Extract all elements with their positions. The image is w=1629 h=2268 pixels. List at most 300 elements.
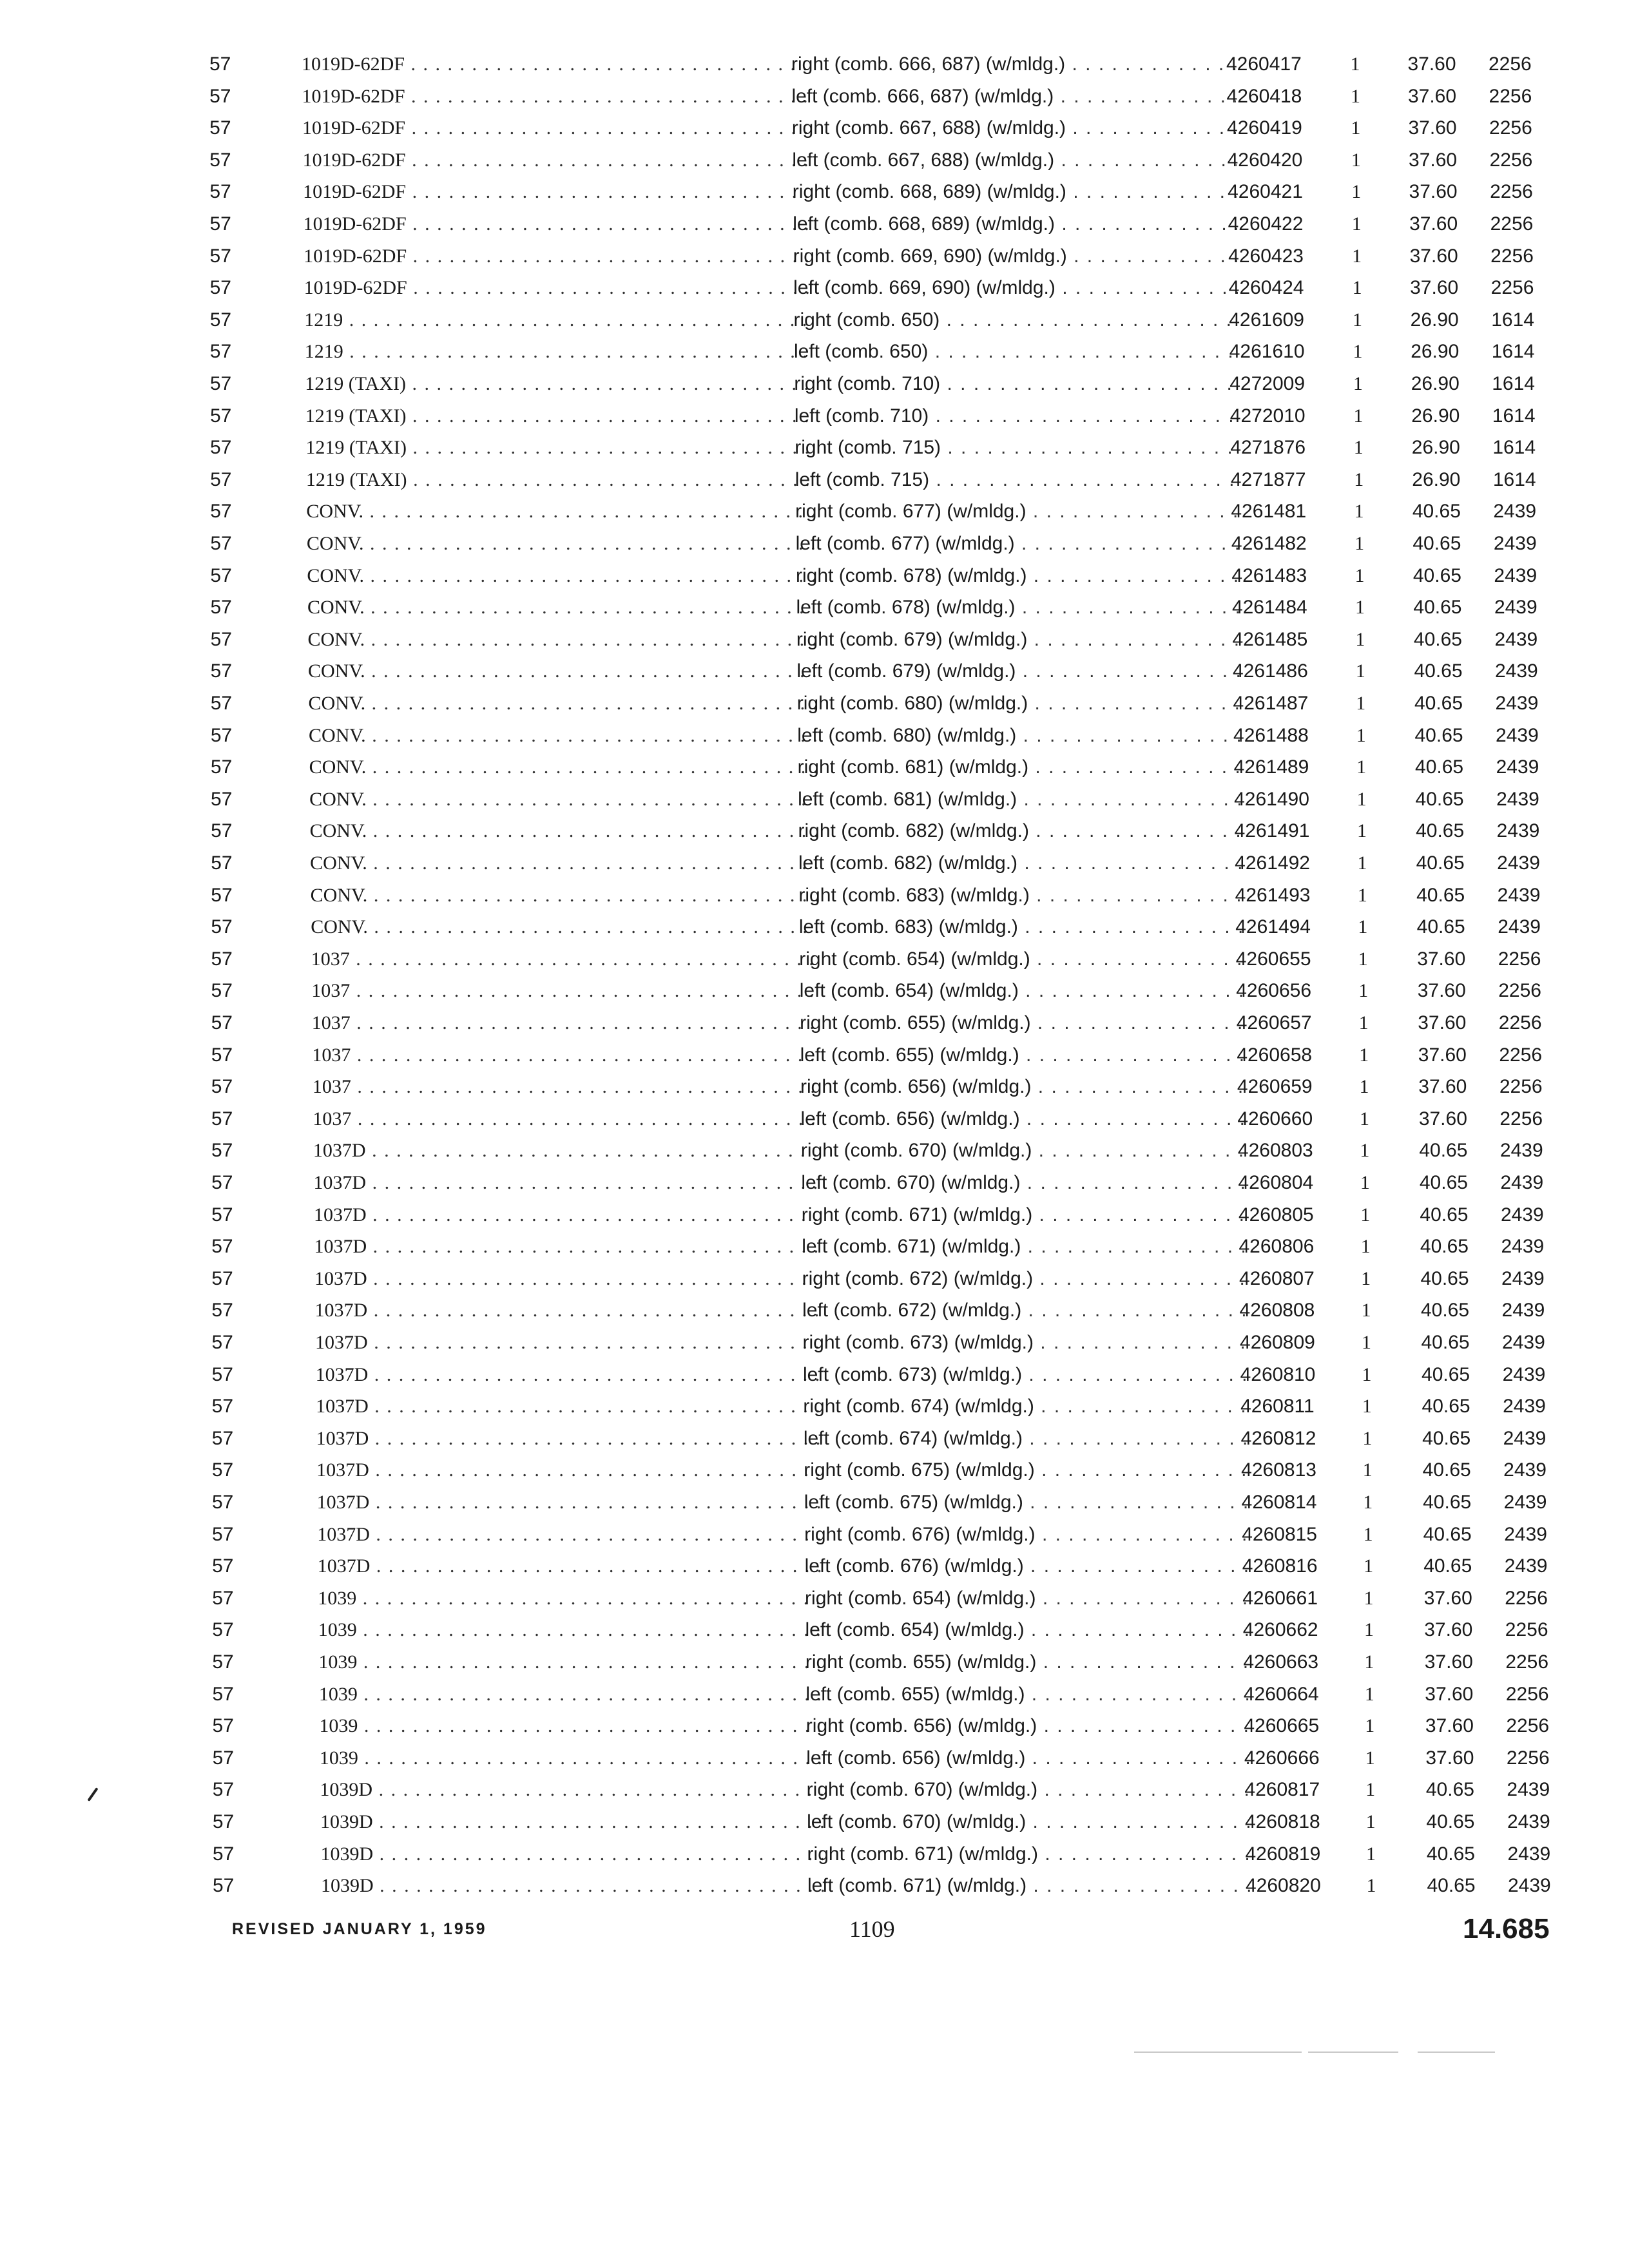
- price-cell: 40.65: [1412, 564, 1461, 586]
- price-cell: 40.65: [1422, 1459, 1471, 1481]
- part-number-cell: 4260817: [1244, 1779, 1320, 1801]
- price-cell: 37.60: [1425, 1747, 1474, 1769]
- table-row: [0, 1486, 1629, 1518]
- code-cell: 2439: [1497, 884, 1541, 906]
- model-cell: 1039 . . .: [318, 1646, 827, 1678]
- year-cell: 57: [211, 1267, 233, 1289]
- part-number-cell: 4260421: [1228, 181, 1303, 203]
- table-row: [0, 879, 1629, 911]
- quantity-cell: 1: [1360, 1236, 1371, 1258]
- year-cell: 57: [209, 405, 232, 427]
- description-cell: right (comb. 656) (w/mldg.) . . .: [800, 1071, 1245, 1102]
- table-row: [0, 751, 1629, 783]
- year-cell: 57: [210, 501, 232, 523]
- code-cell: 2256: [1506, 1715, 1550, 1737]
- code-cell: 1614: [1492, 437, 1536, 459]
- quantity-cell: 1: [1354, 533, 1365, 554]
- model-cell: CONV. . . .: [309, 687, 818, 719]
- code-cell: 2439: [1495, 693, 1539, 714]
- part-number-cell: 4261481: [1231, 501, 1307, 523]
- price-cell: 40.65: [1420, 1236, 1469, 1258]
- model-cell: 1037 . . .: [312, 1007, 821, 1039]
- model-cell: CONV. . . .: [310, 847, 819, 879]
- table-row: [0, 1231, 1629, 1262]
- part-number-cell: 4260659: [1237, 1076, 1313, 1098]
- quantity-cell: 1: [1366, 1843, 1376, 1865]
- part-number-cell: 4260818: [1244, 1811, 1320, 1832]
- code-cell: 2439: [1496, 788, 1539, 810]
- model-cell: 1037 . . .: [313, 1071, 822, 1102]
- model-cell: 1037D . . .: [313, 1135, 822, 1166]
- description-cell: left (comb. 677) (w/mldg.) . . .: [796, 528, 1240, 559]
- part-number-cell: 4261489: [1233, 756, 1309, 778]
- model-cell: 1037D . . .: [317, 1519, 826, 1550]
- year-cell: 57: [210, 628, 232, 650]
- part-number-cell: 4260662: [1242, 1619, 1318, 1641]
- table-row: [0, 1135, 1629, 1166]
- year-cell: 57: [210, 724, 233, 746]
- description-cell: right (comb. 679) (w/mldg.) . . .: [796, 624, 1241, 655]
- table-row: [0, 1742, 1629, 1774]
- year-cell: 57: [212, 1587, 234, 1609]
- table-row: [0, 1550, 1629, 1582]
- revision-date: REVISED JANUARY 1, 1959: [232, 1920, 487, 1938]
- model-cell: 1039 . . .: [318, 1614, 827, 1646]
- part-number-cell: 4261482: [1231, 533, 1307, 554]
- table-row: [0, 1519, 1629, 1550]
- year-cell: 57: [210, 533, 232, 554]
- table-row: [0, 81, 1629, 112]
- table-row: [0, 943, 1629, 975]
- model-cell: 1037 . . .: [311, 975, 820, 1006]
- description-cell: right (comb. 676) (w/mldg.) . . .: [804, 1519, 1249, 1550]
- code-cell: 2256: [1505, 1587, 1548, 1609]
- table-row: [0, 1774, 1629, 1805]
- description-cell: left (comb. 680) (w/mldg.) . . .: [797, 720, 1242, 751]
- model-cell: 1019D-62DF . . .: [304, 240, 813, 272]
- model-cell: 1219 (TAXI) . . .: [305, 368, 814, 399]
- part-number-cell: 4260819: [1245, 1843, 1321, 1865]
- table-row: [0, 336, 1629, 367]
- table-row: [0, 1359, 1629, 1390]
- description-cell: left (comb. 668, 689) (w/mldg.) . . .: [793, 208, 1237, 240]
- table-row: [0, 1582, 1629, 1614]
- table-row: [0, 400, 1629, 432]
- part-number-cell: 4260418: [1226, 85, 1302, 107]
- scan-artifact: [1308, 2052, 1398, 2053]
- year-cell: 57: [210, 597, 232, 619]
- code-cell: 2439: [1496, 820, 1540, 842]
- table-row: [0, 304, 1629, 336]
- code-cell: 2439: [1504, 1523, 1547, 1545]
- code-cell: 2256: [1489, 85, 1532, 107]
- description-cell: right (comb. 670) (w/mldg.) . . .: [807, 1774, 1251, 1805]
- quantity-cell: 1: [1353, 405, 1364, 427]
- code-cell: 2439: [1501, 1267, 1545, 1289]
- description-cell: right (comb. 672) (w/mldg.) . . .: [802, 1263, 1247, 1294]
- quantity-cell: 1: [1360, 1204, 1371, 1225]
- quantity-cell: 1: [1362, 1427, 1373, 1449]
- price-cell: 40.65: [1414, 693, 1463, 714]
- table-row: [0, 368, 1629, 399]
- year-cell: 57: [209, 373, 232, 394]
- year-cell: 57: [211, 788, 233, 810]
- price-cell: 40.65: [1413, 628, 1462, 650]
- year-cell: 57: [212, 1715, 234, 1737]
- quantity-cell: 1: [1364, 1683, 1374, 1705]
- model-cell: 1019D-62DF . . .: [304, 208, 813, 240]
- code-cell: 2439: [1504, 1555, 1548, 1577]
- description-cell: right (comb. 667, 688) (w/mldg.) . . .: [792, 112, 1237, 144]
- model-cell: CONV. . . .: [308, 655, 817, 687]
- year-cell: 57: [211, 1427, 234, 1449]
- year-cell: 57: [209, 245, 231, 267]
- price-cell: 40.65: [1419, 1140, 1468, 1162]
- part-number-cell: 4260423: [1228, 245, 1304, 267]
- model-cell: 1037D . . .: [316, 1390, 825, 1422]
- part-number-cell: 4260805: [1238, 1204, 1314, 1225]
- model-cell: 1037D . . .: [313, 1167, 822, 1198]
- part-number-cell: 4260815: [1242, 1523, 1317, 1545]
- year-cell: 57: [209, 181, 231, 203]
- part-number-cell: 4261494: [1235, 916, 1311, 938]
- year-cell: 57: [210, 660, 233, 682]
- model-cell: 1039D . . .: [320, 1838, 829, 1870]
- price-cell: 37.60: [1417, 948, 1466, 970]
- year-cell: 57: [210, 468, 232, 490]
- model-cell: 1039 . . .: [320, 1742, 829, 1774]
- quantity-cell: 1: [1363, 1492, 1373, 1513]
- price-cell: 40.65: [1412, 501, 1461, 523]
- code-cell: 2439: [1500, 1172, 1544, 1193]
- year-cell: 57: [211, 1332, 233, 1353]
- part-number-cell: 4260814: [1241, 1492, 1317, 1513]
- table-row: [0, 1294, 1629, 1326]
- year-cell: 57: [211, 1236, 233, 1258]
- code-cell: 2439: [1497, 852, 1540, 874]
- year-cell: 57: [211, 948, 233, 970]
- part-number-cell: 4260813: [1241, 1459, 1316, 1481]
- table-row: [0, 1167, 1629, 1198]
- price-cell: 40.65: [1413, 597, 1462, 619]
- quantity-cell: 1: [1363, 1523, 1373, 1545]
- quantity-cell: 1: [1365, 1811, 1376, 1832]
- model-cell: 1037 . . .: [311, 943, 820, 975]
- year-cell: 57: [212, 1619, 234, 1641]
- quantity-cell: 1: [1364, 1651, 1374, 1673]
- quantity-cell: 1: [1362, 1363, 1372, 1385]
- quantity-cell: 1: [1351, 213, 1362, 235]
- quantity-cell: 1: [1361, 1267, 1371, 1289]
- model-cell: 1219 . . .: [304, 304, 813, 336]
- part-number-cell: 4272010: [1229, 405, 1306, 427]
- description-cell: left (comb. 678) (w/mldg.) . . .: [796, 591, 1240, 623]
- description-cell: left (comb. 654) (w/mldg.) . . .: [800, 975, 1244, 1006]
- quantity-cell: 1: [1366, 1875, 1376, 1897]
- model-cell: 1039 . . .: [319, 1710, 828, 1742]
- code-cell: 2439: [1495, 660, 1538, 682]
- model-cell: 1219 (TAXI) . . .: [305, 432, 815, 463]
- table-row: [0, 1646, 1629, 1678]
- price-cell: 40.65: [1412, 533, 1461, 554]
- year-cell: 57: [210, 564, 232, 586]
- part-number-cell: 4261486: [1233, 660, 1308, 682]
- price-cell: 40.65: [1414, 724, 1463, 746]
- price-cell: 40.65: [1425, 1779, 1474, 1801]
- year-cell: 57: [210, 437, 232, 459]
- table-row: [0, 1423, 1629, 1454]
- price-cell: 26.90: [1411, 437, 1460, 459]
- year-cell: 57: [211, 884, 233, 906]
- description-cell: right (comb. 655) (w/mldg.) . . .: [805, 1646, 1250, 1678]
- part-number-cell: 4261490: [1234, 788, 1309, 810]
- price-cell: 40.65: [1427, 1875, 1476, 1897]
- year-cell: 57: [210, 693, 233, 714]
- year-cell: 57: [212, 1843, 235, 1865]
- part-number-cell: 4261609: [1229, 309, 1304, 331]
- part-number-cell: 4261493: [1235, 884, 1311, 906]
- model-cell: 1039 . . .: [318, 1582, 827, 1614]
- description-cell: left (comb. 675) (w/mldg.) . . .: [804, 1486, 1249, 1518]
- table-row: [0, 591, 1629, 623]
- description-cell: right (comb. 683) (w/mldg.) . . .: [798, 879, 1243, 911]
- price-cell: 40.65: [1420, 1204, 1469, 1225]
- model-cell: CONV. . . .: [309, 720, 818, 751]
- code-cell: 2439: [1496, 724, 1539, 746]
- table-row: [0, 1454, 1629, 1486]
- description-cell: left (comb. 667, 688) (w/mldg.) . . .: [792, 144, 1237, 176]
- part-number-cell: 4260658: [1237, 1044, 1313, 1066]
- quantity-cell: 1: [1353, 341, 1363, 363]
- table-row: [0, 1710, 1629, 1742]
- price-cell: 40.65: [1420, 1267, 1469, 1289]
- year-cell: 57: [211, 1300, 233, 1321]
- price-cell: 40.65: [1423, 1555, 1472, 1577]
- model-cell: 1019D-62DF . . .: [303, 176, 812, 207]
- description-cell: right (comb. 674) (w/mldg.) . . .: [803, 1390, 1248, 1422]
- year-cell: 57: [211, 1108, 233, 1129]
- price-cell: 37.60: [1418, 1044, 1467, 1066]
- part-number-cell: 4260661: [1242, 1587, 1318, 1609]
- price-cell: 40.65: [1415, 756, 1464, 778]
- price-cell: 26.90: [1411, 373, 1460, 394]
- year-cell: 57: [211, 1396, 234, 1418]
- table-row: [0, 176, 1629, 207]
- description-cell: left (comb. 676) (w/mldg.) . . .: [805, 1550, 1249, 1582]
- scan-artifact: [1134, 2052, 1302, 2053]
- year-cell: 57: [212, 1683, 234, 1705]
- year-cell: 57: [211, 820, 233, 842]
- quantity-cell: 1: [1350, 85, 1360, 107]
- quantity-cell: 1: [1364, 1619, 1374, 1641]
- part-number-cell: 4260655: [1235, 948, 1311, 970]
- year-cell: 57: [211, 1492, 234, 1513]
- quantity-cell: 1: [1356, 724, 1366, 746]
- description-cell: left (comb. 670) (w/mldg.) . . .: [801, 1167, 1246, 1198]
- quantity-cell: 1: [1352, 277, 1362, 299]
- quantity-cell: 1: [1353, 373, 1363, 394]
- table-row: [0, 560, 1629, 591]
- model-cell: 1219 (TAXI) . . .: [306, 464, 815, 495]
- model-cell: 1019D-62DF . . .: [304, 272, 813, 303]
- code-cell: 2256: [1498, 980, 1541, 1002]
- price-cell: 40.65: [1420, 1300, 1470, 1321]
- description-cell: left (comb. 672) (w/mldg.) . . .: [802, 1294, 1247, 1326]
- price-cell: 40.65: [1426, 1811, 1475, 1832]
- model-cell: CONV. . . .: [311, 911, 820, 943]
- table-row: [0, 847, 1629, 879]
- table-row: [0, 112, 1629, 144]
- quantity-cell: 1: [1356, 693, 1366, 714]
- code-cell: 1614: [1492, 468, 1536, 490]
- page-number: 1109: [849, 1916, 895, 1942]
- quantity-cell: 1: [1362, 1459, 1373, 1481]
- code-cell: 1614: [1491, 341, 1535, 363]
- code-cell: 1614: [1492, 405, 1536, 427]
- model-cell: 1219 (TAXI) . . .: [305, 400, 815, 432]
- year-cell: 57: [209, 117, 231, 139]
- part-number-cell: 4260657: [1236, 1012, 1312, 1033]
- model-cell: CONV. . . .: [309, 783, 818, 815]
- table-row: [0, 1071, 1629, 1102]
- year-cell: 57: [211, 916, 233, 938]
- code-cell: 2439: [1501, 1300, 1545, 1321]
- model-cell: 1037D . . .: [314, 1263, 824, 1294]
- description-cell: right (comb. 654) (w/mldg.) . . .: [805, 1582, 1249, 1614]
- quantity-cell: 1: [1354, 564, 1365, 586]
- table-row: [0, 1039, 1629, 1071]
- year-cell: 57: [211, 1204, 233, 1225]
- quantity-cell: 1: [1362, 1332, 1372, 1353]
- code-cell: 2256: [1498, 1012, 1542, 1033]
- description-cell: right (comb. 668, 689) (w/mldg.) . . .: [793, 176, 1237, 207]
- code-cell: 2439: [1503, 1459, 1547, 1481]
- part-number-cell: 4260424: [1228, 277, 1304, 299]
- model-cell: 1039D . . .: [320, 1806, 829, 1838]
- code-cell: 2439: [1498, 916, 1541, 938]
- code-cell: 2439: [1496, 756, 1539, 778]
- part-number-cell: 4260422: [1228, 213, 1304, 235]
- code-cell: 1614: [1492, 373, 1535, 394]
- description-cell: left (comb. 669, 690) (w/mldg.) . . .: [793, 272, 1238, 303]
- price-cell: 37.60: [1417, 980, 1466, 1002]
- part-number-cell: 4260804: [1238, 1172, 1314, 1193]
- price-cell: 40.65: [1414, 660, 1463, 682]
- quantity-cell: 1: [1365, 1715, 1375, 1737]
- description-cell: right (comb. 669, 690) (w/mldg.) . . .: [793, 240, 1238, 272]
- code-cell: 2439: [1494, 628, 1538, 650]
- table-row: [0, 48, 1629, 80]
- table-row: [0, 655, 1629, 687]
- description-cell: left (comb. 670) (w/mldg.) . . .: [807, 1806, 1251, 1838]
- year-cell: 57: [212, 1523, 234, 1545]
- quantity-cell: 1: [1358, 1012, 1369, 1033]
- description-cell: left (comb. 656) (w/mldg.) . . .: [806, 1742, 1251, 1774]
- description-cell: right (comb. 650) . . .: [794, 304, 1239, 336]
- price-cell: 26.90: [1412, 468, 1461, 490]
- code-cell: 2439: [1502, 1332, 1545, 1353]
- model-cell: CONV. . . .: [309, 751, 818, 783]
- model-cell: CONV. . . .: [310, 815, 819, 847]
- description-cell: right (comb. 656) (w/mldg.) . . .: [806, 1710, 1251, 1742]
- price-cell: 40.65: [1422, 1363, 1470, 1385]
- code-cell: 2256: [1490, 213, 1534, 235]
- price-cell: 37.60: [1424, 1651, 1473, 1673]
- table-row: [0, 911, 1629, 943]
- quantity-cell: 1: [1353, 437, 1364, 459]
- price-cell: 40.65: [1422, 1396, 1470, 1418]
- year-cell: 57: [209, 53, 231, 75]
- quantity-cell: 1: [1362, 1396, 1372, 1418]
- description-cell: right (comb. 654) (w/mldg.) . . .: [799, 943, 1244, 975]
- part-number-cell: 4260420: [1227, 149, 1303, 171]
- code-cell: 2256: [1498, 948, 1541, 970]
- price-cell: 26.90: [1410, 309, 1459, 331]
- model-cell: CONV. . . .: [307, 528, 816, 559]
- code-cell: 2439: [1503, 1427, 1547, 1449]
- table-row: [0, 1327, 1629, 1358]
- description-cell: left (comb. 655) (w/mldg.) . . .: [805, 1678, 1250, 1710]
- code-cell: 2256: [1490, 277, 1534, 299]
- code-cell: 2256: [1489, 53, 1532, 75]
- price-cell: 37.60: [1425, 1683, 1474, 1705]
- quantity-cell: 1: [1364, 1587, 1374, 1609]
- code-cell: 2439: [1500, 1204, 1544, 1225]
- description-cell: right (comb. 682) (w/mldg.) . . .: [798, 815, 1243, 847]
- code-cell: 2256: [1505, 1651, 1549, 1673]
- table-row: [0, 687, 1629, 719]
- description-cell: right (comb. 673) (w/mldg.) . . .: [803, 1327, 1248, 1358]
- part-number-cell: 4260664: [1243, 1683, 1319, 1705]
- table-row: [0, 144, 1629, 176]
- description-cell: right (comb. 666, 687) (w/mldg.) . . .: [791, 48, 1236, 80]
- code-cell: 2256: [1490, 245, 1534, 267]
- table-row: [0, 272, 1629, 303]
- part-number-cell: 4260809: [1240, 1332, 1315, 1353]
- part-number-cell: 4260806: [1239, 1236, 1315, 1258]
- description-cell: right (comb. 710) . . .: [794, 368, 1239, 399]
- part-number-cell: 4272009: [1229, 373, 1306, 394]
- table-row: [0, 1678, 1629, 1710]
- model-cell: 1037D . . .: [314, 1231, 823, 1262]
- description-cell: left (comb. 656) (w/mldg.) . . .: [800, 1103, 1245, 1135]
- price-cell: 37.60: [1407, 85, 1457, 107]
- part-number-cell: 4261610: [1229, 341, 1305, 363]
- part-number-cell: 4261484: [1231, 597, 1307, 619]
- code-cell: 2439: [1494, 597, 1537, 619]
- part-number-cell: 4271877: [1230, 468, 1306, 490]
- model-cell: CONV. . . .: [307, 624, 816, 655]
- quantity-cell: 1: [1353, 309, 1362, 331]
- price-cell: 40.65: [1416, 852, 1465, 874]
- table-row: [0, 1614, 1629, 1646]
- price-cell: 37.60: [1409, 149, 1458, 171]
- part-number-cell: 4261483: [1231, 564, 1307, 586]
- code-cell: 2439: [1494, 564, 1537, 586]
- quantity-cell: 1: [1358, 948, 1368, 970]
- code-cell: 2439: [1493, 533, 1537, 554]
- year-cell: 57: [211, 1076, 233, 1098]
- year-cell: 57: [213, 1875, 235, 1897]
- quantity-cell: 1: [1365, 1747, 1375, 1769]
- price-cell: 37.60: [1418, 1108, 1467, 1129]
- quantity-cell: 1: [1357, 852, 1367, 874]
- table-row: [0, 240, 1629, 272]
- description-cell: left (comb. 671) (w/mldg.) . . .: [802, 1231, 1246, 1262]
- description-cell: right (comb. 677) (w/mldg.) . . .: [795, 495, 1240, 527]
- description-cell: left (comb. 666, 687) (w/mldg.) . . .: [791, 81, 1236, 112]
- model-cell: 1039D . . .: [320, 1774, 829, 1805]
